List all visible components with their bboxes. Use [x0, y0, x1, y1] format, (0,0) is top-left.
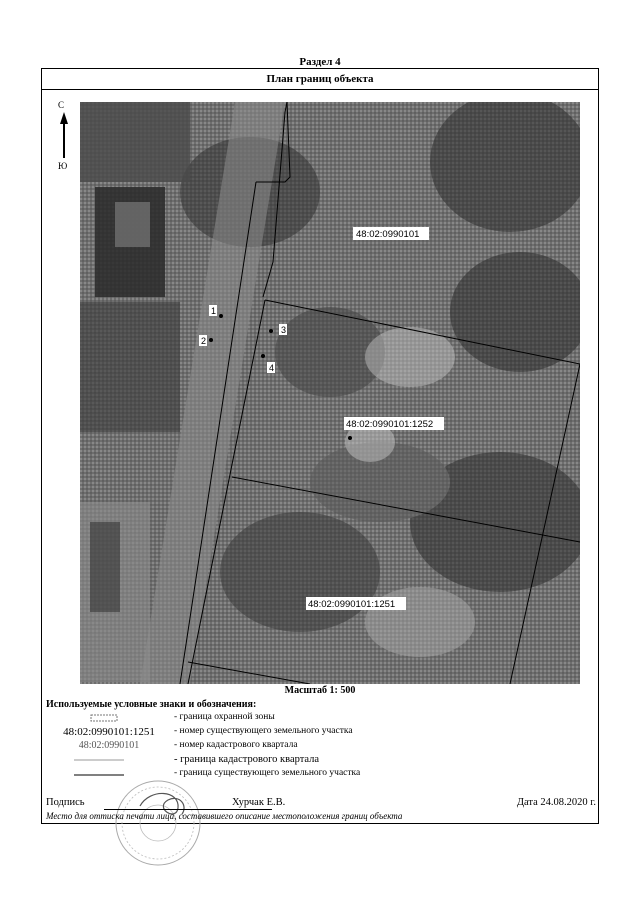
- plan-title: План границ объекта: [41, 68, 599, 90]
- legend-symbol-quarter-boundary: [46, 754, 172, 767]
- south-label: Ю: [58, 161, 68, 171]
- signature-row: [46, 797, 596, 811]
- map-svg: [80, 102, 580, 684]
- legend-text: - граница существующего земельного участка: [174, 768, 361, 778]
- legend-text: - номер существующего земельного участка: [174, 726, 353, 736]
- north-arrow: [56, 100, 72, 176]
- north-label: С: [58, 100, 65, 110]
- signature-label: Подпись: [46, 797, 85, 808]
- seal-stamp: [110, 778, 206, 868]
- legend-item: [46, 712, 586, 725]
- legend-heading: Используемые условные знаки и обозначения:: [46, 699, 257, 710]
- section-title: Раздел 4: [299, 56, 341, 68]
- signature-date: Дата 24.08.2020 г.: [516, 797, 596, 808]
- signature-line: [104, 809, 272, 810]
- legend-text: - номер кадастрового квартала: [174, 740, 298, 750]
- legend-item: [46, 754, 586, 767]
- parcel-number-label: 48:02:0990101:1251: [308, 599, 396, 610]
- parcel-number-label: 48:02:0990101:1252: [346, 419, 434, 430]
- point-label: 4: [269, 363, 275, 373]
- legend-text: - граница охранной зоны: [174, 712, 275, 722]
- stamp-note: Место для оттиска печати лица, составившего описание местоположения границ объекта: [46, 811, 403, 821]
- aerial-map: [80, 102, 580, 684]
- legend-text: - граница кадастрового квартала: [174, 754, 320, 765]
- legend-symbol-parcel-number: 48:02:0990101:1251: [63, 726, 155, 738]
- point-label: 2: [201, 336, 207, 346]
- legend-symbol-quarter-number: 48:02:0990101: [78, 740, 140, 751]
- legend-item: [46, 740, 586, 753]
- point-label: 1: [211, 306, 217, 316]
- legend-item: [46, 726, 586, 739]
- signer-name: Хурчак Е.В.: [232, 797, 286, 808]
- point-label: 3: [281, 325, 287, 335]
- scale-label: Масштаб 1: 500: [284, 685, 356, 696]
- quarter-number-label: 48:02:0990101: [356, 229, 420, 240]
- legend-symbol-protection-zone: [46, 712, 172, 725]
